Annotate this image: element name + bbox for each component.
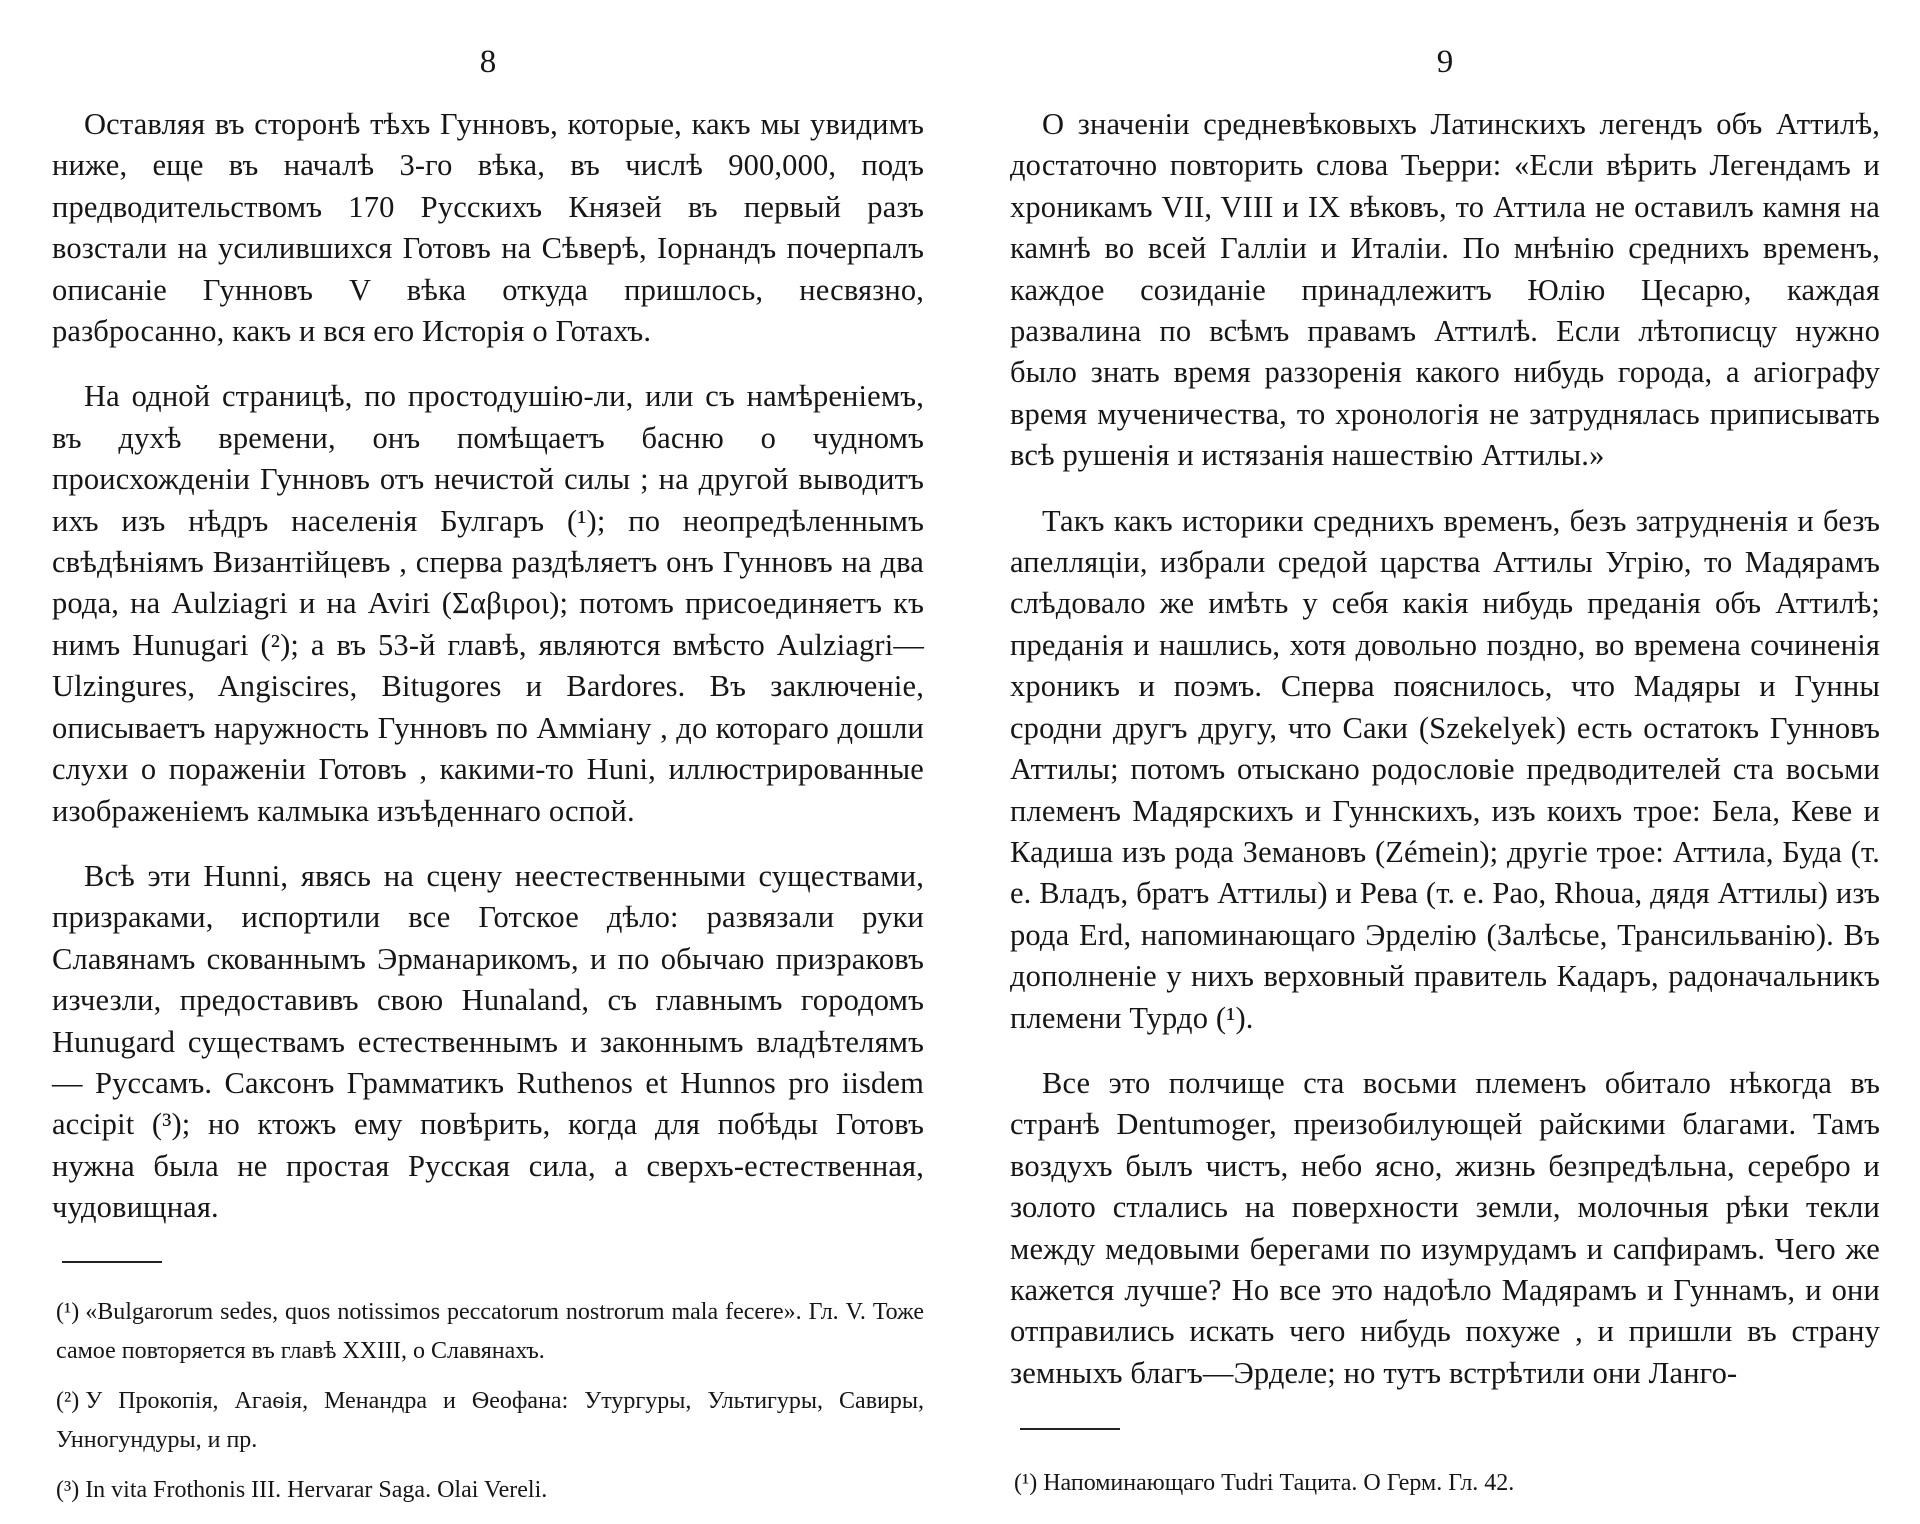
paragraph: Оставляя въ сторонѣ тѣхъ Гунновъ, которые, какъ мы увидимъ ниже, еще въ началѣ 3-го вѣка, въ числѣ 900,000, подъ предводительствомъ 170 Русскихъ Князей въ первый разъ возстали на усилившихся Готовъ на Сѣверѣ, Іорнандъ почерпалъ описаніе Гунновъ V вѣка откуда пришлось, несвязно, разбросанно, какъ и вся его Исторія о Готахъ. xyxy=(52,107,924,349)
footnote xyxy=(52,1382,924,1460)
footnote-text: Напоминающаго Tudri Тацита. О Герм. Гл. 42. xyxy=(1043,1470,1515,1497)
left-page xyxy=(52,0,924,1524)
footnote-divider xyxy=(1020,1428,1120,1430)
footnote-divider xyxy=(62,1261,162,1263)
paragraph: Все это полчище ста восьми племенъ обитало нѣкогда въ странѣ Dentumoger, преизобилующей райскими благами. Тамъ воздухъ былъ чистъ, небо ясно, жизнь безпредѣльна, серебро и золото стлались на поверхности земли, молочныя рѣки текли между медовыми берегами по изумрудамъ и сапфирамъ. Чего же кажется лучше? Но все это надоѣло Мадярамъ и Гуннамъ, и они отправились искать чего нибудь похуже , и пришли въ страну земныхъ благъ—Эрделе; но тутъ встрѣтили они Ланго- xyxy=(1010,1065,1880,1390)
paragraph: Всѣ эти Hunni, явясь на сцену неестественными существами, призраками, испортили все Готское дѣло: развязали руки Славянамъ скованнымъ Эрманарикомъ, и по обычаю призраковъ изчезли, предоставивъ свою Hunaland, съ главнымъ городомъ Hunugard существамъ естественнымъ и законнымъ владѣтелямъ — Руссамъ. Саксонъ Грамматикъ Ruthenos et Hunnos pro iisdem accipit (³); но ктожъ ему повѣрить, когда для побѣды Готовъ нужна была не простая Русская сила, а сверхъ-естественная, чудовищная. xyxy=(52,858,924,1225)
footnote-text: In vita Frothonis III. Hervarar Saga. Olai Vereli. xyxy=(85,1476,548,1503)
footnote xyxy=(52,1471,924,1510)
right-page xyxy=(1010,0,1880,1524)
footnote-mark: (³) xyxy=(56,1476,80,1503)
paragraph: Такъ какъ историки среднихъ временъ, безъ затрудненія и безъ апелляціи, избрали средой царства Аттилы Угрію, то Мадярамъ слѣдовало же имѣть у себя какія нибудь преданія объ Аттилѣ; преданія и нашлись, хотя довольно поздно, во времена сочиненія хроникъ и поэмъ. Сперва пояснилось, что Мадяры и Гунны сродни другъ другу, что Саки (Szekelyek) есть остатокъ Гунновъ Аттилы; потомъ отыскано родословіе предводителей ста восьми племенъ Мадярскихъ и Гуннскихъ, изъ коихъ трое: Бела, Кеве и Кадиша изъ рода Земановъ (Zémein); другіе трое: Аттила, Буда (т. е. Владъ, братъ Аттилы) и Рева (т. е. Рао, Rhoua, дядя Аттилы) изъ рода Erd, напоминающаго Эрделію (Залѣсье, Трансильванію). Въ дополненіе у нихъ верховный правитель Кадаръ, радоначальникъ племени Турдо (¹). xyxy=(1010,503,1880,1035)
footnote-text: «Bulgarorum sedes, quos notissimos peccatorum nostrorum mala fecere». Гл. V. Тоже самое повторяется въ главѣ XXIII, о Славянахъ. xyxy=(56,1298,924,1364)
footnote-mark: (¹) xyxy=(56,1298,80,1325)
paragraph: На одной страницѣ, по простодушію-ли, или съ намѣреніемъ, въ духѣ времени, онъ помѣщаетъ басню о чудномъ происхожденіи Гунновъ отъ нечистой силы ; на другой выводитъ ихъ изъ нѣдръ населенія Булгаръ (¹); по неопредѣленнымъ свѣдѣніямъ Византійцевъ , сперва раздѣляетъ онъ Гунновъ на два рода, на Aulziagri и на Aviri (Σαβιροι); потомъ присоединяетъ къ нимъ Hunugari (²); а въ 53-й главѣ, являются вмѣсто Aulziagri—Ulzingures, Angiscires, Bitugores и Bardores. Въ заключеніе, описываетъ наружность Гунновъ по Амміану , до котораго дошли слухи о пораженіи Готовъ , какими-то Huni, иллюстрированные изображеніемъ калмыка изъѣденнаго оспой. xyxy=(52,379,924,828)
page-number: 8 xyxy=(479,44,497,80)
footnote xyxy=(1010,1464,1880,1503)
page-number: 9 xyxy=(1436,44,1454,80)
footnote-text: У Прокопія, Агаѳія, Менандра и Ѳеофана: Утургуры, Ультигуры, Савиры, Унногундуры, и пр. xyxy=(56,1387,924,1453)
footnote-mark: (²) xyxy=(56,1387,80,1414)
footnote xyxy=(52,1293,924,1371)
paragraph: О значеніи средневѣковыхъ Латинскихъ легендъ объ Аттилѣ, достаточно повторить слова Тьерри: «Если вѣрить Легендамъ и хроникамъ VII, VIII и IX вѣковъ, то Аттила не оставилъ камня на камнѣ во всей Галліи и Италіи. По мнѣнію среднихъ временъ, каждое созиданіе принадлежитъ Юлію Цесарю, каждая развалина по всѣмъ правамъ Аттилѣ. Если лѣтописцу нужно было знать время раззоренія какого нибудь города, а агіографу время мученичества, то хронологія не затруднялась приписывать всѣ рушенія и истязанія нашествію Аттилы.» xyxy=(1010,107,1880,473)
footnote-mark: (¹) xyxy=(1014,1470,1038,1497)
